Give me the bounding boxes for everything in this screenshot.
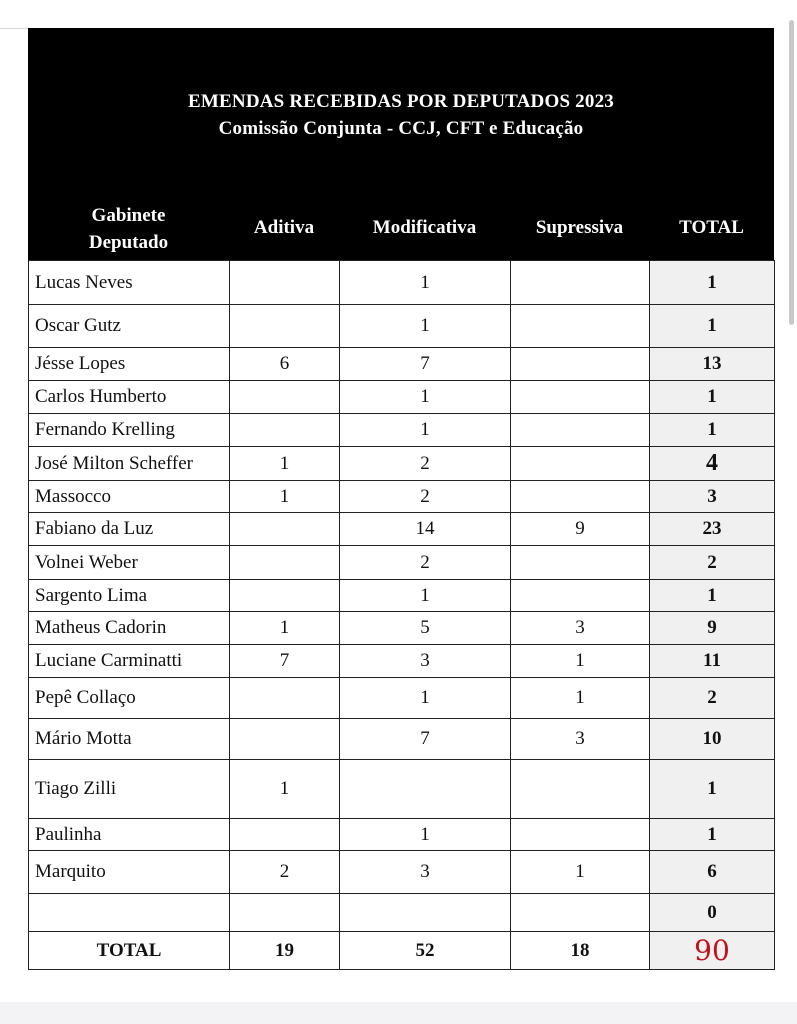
row-aditiva: 6 (230, 348, 340, 381)
row-total: 13 (650, 348, 775, 381)
column-header-gabinete-line2: Deputado (88, 232, 169, 253)
row-total: 3 (650, 481, 775, 513)
row-aditiva (230, 305, 340, 348)
row-total: 23 (650, 513, 775, 546)
row-aditiva: 1 (230, 481, 340, 513)
row-modificativa (340, 760, 511, 819)
table-row (29, 447, 775, 481)
row-total: 10 (650, 719, 775, 760)
row-name: Luciane Carminatti (29, 645, 230, 678)
row-aditiva (230, 894, 340, 932)
row-supressiva: 1 (511, 678, 650, 719)
row-aditiva (230, 414, 340, 447)
row-supressiva (511, 580, 650, 612)
table-row (29, 851, 775, 894)
amendments-table (28, 260, 775, 970)
row-name: Fabiano da Luz (29, 513, 230, 546)
table-row (29, 481, 775, 513)
row-modificativa: 2 (340, 546, 511, 580)
totals-aditiva: 19 (230, 932, 340, 970)
amendments-table-sheet (28, 28, 774, 970)
row-aditiva (230, 513, 340, 546)
row-supressiva (511, 760, 650, 819)
row-aditiva (230, 719, 340, 760)
row-modificativa: 7 (340, 348, 511, 381)
table-header (28, 28, 774, 260)
row-modificativa (340, 894, 511, 932)
scrollbar[interactable] (789, 20, 794, 325)
table-row (29, 348, 775, 381)
row-total: 1 (650, 381, 775, 414)
row-modificativa: 14 (340, 513, 511, 546)
totals-grand-total (650, 932, 775, 970)
row-name: Marquito (29, 851, 230, 894)
row-aditiva: 2 (230, 851, 340, 894)
row-supressiva (511, 348, 650, 381)
row-aditiva (230, 546, 340, 580)
row-total: 9 (650, 612, 775, 645)
totals-modificativa: 52 (340, 932, 511, 970)
row-modificativa: 7 (340, 719, 511, 760)
row-supressiva (511, 819, 650, 851)
row-name: Jésse Lopes (29, 348, 230, 381)
table-row (29, 513, 775, 546)
row-modificativa: 1 (340, 678, 511, 719)
row-name: Oscar Gutz (29, 305, 230, 348)
row-name (29, 894, 230, 932)
table-title (28, 88, 774, 142)
row-total: 2 (650, 546, 775, 580)
row-supressiva (511, 546, 650, 580)
row-name: Carlos Humberto (29, 381, 230, 414)
row-total: 0 (650, 894, 775, 932)
table-row (29, 819, 775, 851)
row-supressiva: 3 (511, 719, 650, 760)
row-modificativa: 1 (340, 305, 511, 348)
table-row (29, 261, 775, 305)
column-header-aditiva: Aditiva (253, 217, 315, 238)
row-name: Lucas Neves (29, 261, 230, 305)
table-row (29, 414, 775, 447)
row-supressiva: 3 (511, 612, 650, 645)
row-modificativa: 3 (340, 851, 511, 894)
totals-row (29, 932, 775, 970)
row-supressiva (511, 305, 650, 348)
row-total: 1 (650, 760, 775, 819)
row-aditiva: 1 (230, 612, 340, 645)
row-supressiva: 9 (511, 513, 650, 546)
row-aditiva (230, 381, 340, 414)
row-total: 1 (650, 819, 775, 851)
row-supressiva (511, 447, 650, 481)
column-header-gabinete (28, 202, 229, 256)
row-name: Massocco (29, 481, 230, 513)
column-header-modificativa: Modificativa (372, 217, 477, 238)
row-name: Fernando Krelling (29, 414, 230, 447)
row-name: Sargento Lima (29, 580, 230, 612)
row-modificativa: 2 (340, 447, 511, 481)
title-line-2: Comissão Conjunta - CCJ, CFT e Educação (218, 118, 584, 139)
row-supressiva: 1 (511, 645, 650, 678)
title-line-1: EMENDAS RECEBIDAS POR DEPUTADOS 2023 (188, 91, 614, 112)
row-total: 1 (650, 305, 775, 348)
table-row (29, 894, 775, 932)
row-name: Tiago Zilli (29, 760, 230, 819)
row-modificativa: 1 (340, 580, 511, 612)
column-header-gabinete-line1: Gabinete (91, 205, 166, 226)
row-aditiva (230, 580, 340, 612)
row-total: 6 (650, 851, 775, 894)
bottom-strip (0, 1002, 797, 1024)
top-divider (0, 28, 28, 29)
row-modificativa: 2 (340, 481, 511, 513)
row-aditiva (230, 678, 340, 719)
row-modificativa: 1 (340, 414, 511, 447)
row-total: 4 (650, 447, 775, 481)
column-header-supressiva: Supressiva (535, 217, 624, 238)
row-aditiva: 1 (230, 447, 340, 481)
row-total: 1 (650, 580, 775, 612)
row-name: Paulinha (29, 819, 230, 851)
row-supressiva (511, 894, 650, 932)
table-row (29, 305, 775, 348)
row-name: Pepê Collaço (29, 678, 230, 719)
row-aditiva (230, 819, 340, 851)
row-name: Volnei Weber (29, 546, 230, 580)
table-row (29, 546, 775, 580)
totals-supressiva: 18 (511, 932, 650, 970)
row-modificativa: 1 (340, 261, 511, 305)
table-row (29, 580, 775, 612)
table-row (29, 645, 775, 678)
row-aditiva: 7 (230, 645, 340, 678)
row-modificativa: 3 (340, 645, 511, 678)
totals-label: TOTAL (29, 932, 230, 970)
row-modificativa: 5 (340, 612, 511, 645)
row-total: 1 (650, 414, 775, 447)
row-supressiva (511, 261, 650, 305)
row-total: 11 (650, 645, 775, 678)
row-aditiva: 1 (230, 760, 340, 819)
row-name: Matheus Cadorin (29, 612, 230, 645)
row-supressiva (511, 481, 650, 513)
row-supressiva (511, 381, 650, 414)
table-row (29, 381, 775, 414)
row-supressiva (511, 414, 650, 447)
row-aditiva (230, 261, 340, 305)
table-row (29, 760, 775, 819)
handwritten-grand-total: 90 (694, 934, 730, 967)
row-total: 2 (650, 678, 775, 719)
column-header-total: TOTAL (679, 217, 744, 238)
table-row (29, 612, 775, 645)
row-name: José Milton Scheffer (29, 447, 230, 481)
table-row (29, 678, 775, 719)
row-modificativa: 1 (340, 381, 511, 414)
table-row (29, 719, 775, 760)
row-name: Mário Motta (29, 719, 230, 760)
row-total: 1 (650, 261, 775, 305)
row-supressiva: 1 (511, 851, 650, 894)
row-modificativa: 1 (340, 819, 511, 851)
